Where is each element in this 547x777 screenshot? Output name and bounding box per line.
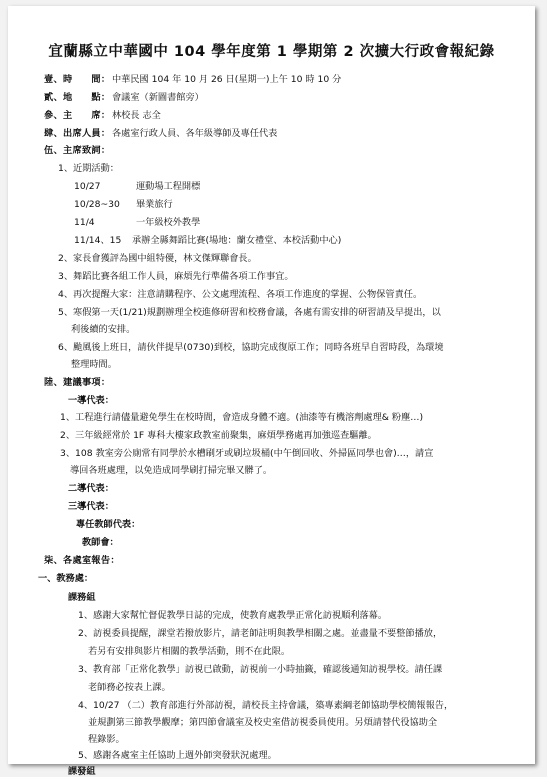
reports-label: 柒、各處室報告： [44, 555, 120, 566]
report-item-continued: 老師務必按表上課。 [88, 682, 171, 693]
remark-item: 2、家長會獲評為國中組特優，林文傑輝聯會長。 [58, 253, 257, 264]
suggestion-item: 1、工程進行請儘量避免學生在校時間，會造成身體不適。(油漆等有機溶劑處理& 粉塵…) [60, 412, 424, 423]
suggestion-item: 2、三年級經常於 1F 專科大樓家政教室前聚集，麻煩學務處再加強巡查驅離。 [60, 430, 377, 441]
remark-item: 3、舞蹈比賽各組工作人員，麻煩先行準備各項工作事宜。 [58, 271, 294, 282]
event-desc: 一年級校外教學 [136, 217, 201, 228]
event-date: 10/28~30 [74, 199, 120, 210]
chair-label: 參、主 席： [44, 110, 111, 121]
teacher-rep-label: 專任教師代表： [76, 519, 141, 530]
report-item-continued: 若另有安排與影片相關的教學活動，則不在此限。 [88, 646, 291, 657]
report-item: 3、教育部「正常化教學」訪視已啟動，訪視前一小時抽籤，確認後通知訪視學校。請任課 [78, 664, 443, 675]
event-desc: 運動場工程開標 [136, 181, 201, 192]
report-item-continued: 並規劃第三節教學觀摩；第四節會議室及校史室借訪視委員使用。另煩請替代役協助全 [88, 717, 438, 728]
remark-item-continued: 整理時間。 [71, 359, 117, 370]
remark-item: 5、寒假第一天(1/21)規劃辦理全校進修研習和校務會議，各處有需安排的研習請及早提出，以 [58, 307, 441, 318]
curriculum-section-label: 課發組 [68, 766, 96, 777]
report-item: 5、感謝各處室主任協助上週外師突發狀況處理。 [78, 750, 277, 761]
document-page [8, 6, 535, 777]
remark-item-continued: 利後續的安排。 [71, 324, 136, 335]
place-value: 會議室（新圖書館旁） [112, 92, 204, 103]
suggestions-label: 陸、建議事項： [44, 377, 111, 388]
chair-value: 林校長 志全 [112, 110, 161, 121]
chair-speech-label: 伍、主席致詞： [44, 145, 111, 156]
time-value: 中華民國 104 年 10 月 26 日(星期一)上午 10 時 10 分 [112, 74, 342, 85]
event-date: 10/27 [74, 181, 101, 192]
attendees-value: 各處室行政人員、各年級導師及專任代表 [112, 128, 278, 139]
remark-item: 6、颱風後上班日，請伙伴提早(0730)到校，協助完成復原工作；同時各班早自習時段，為環境 [58, 342, 444, 353]
report-item-continued: 程錄影。 [88, 734, 125, 745]
document-title: 宜蘭縣立中華國中 104 學年度第 1 學期第 2 次擴大行政會報紀錄 [48, 44, 495, 60]
attendees-label: 肆、出席人員： [44, 128, 111, 139]
suggestion-item: 3、108 教室旁公廁常有同學於水槽刷牙或刷垃圾桶(中午倒回收、外掃區同學也會)…，請宣 [60, 448, 434, 459]
event-date: 11/14、15 [74, 235, 122, 246]
event-date: 11/4 [74, 217, 95, 228]
suggestion-item-continued: 導回各班處理，以免造成同學刷打掃完畢又髒了。 [70, 465, 273, 476]
course-section-label: 課務組 [68, 592, 96, 603]
time-label: 壹、時 間： [44, 74, 111, 85]
report-item: 1、感謝大家幫忙督促教學日誌的完成，使教育處教學正常化訪視順利落幕。 [78, 610, 388, 621]
grade3-rep-label: 三導代表： [68, 501, 114, 512]
recent-events-heading: 1、近期活動： [58, 163, 119, 174]
grade2-rep-label: 二導代表： [68, 483, 114, 494]
event-desc: 承辦全縣舞蹈比賽(場地：蘭女禮堂、本校活動中心) [132, 235, 342, 246]
place-label: 貳、地 點： [44, 92, 111, 103]
grade1-rep-label: 一導代表： [68, 395, 114, 406]
remark-item: 4、再次提醒大家：注意請購程序、公文處理流程、各項工作進度的掌握、公物保管責任。 [58, 289, 423, 300]
report-item: 4、10/27 （二）教育部進行外部訪視，請校長主持會議，築專素綱老師協助學校簡報報告， [78, 700, 454, 711]
academic-affairs-label: 一、教務處： [38, 573, 94, 584]
report-item: 2、訪視委員提醒，課堂若撥放影片，請老師註明與教學相關之處。並盡量不要整節播放， [78, 628, 443, 639]
event-desc: 畢業旅行 [136, 199, 173, 210]
teacher-union-label: 教師會： [82, 537, 119, 548]
